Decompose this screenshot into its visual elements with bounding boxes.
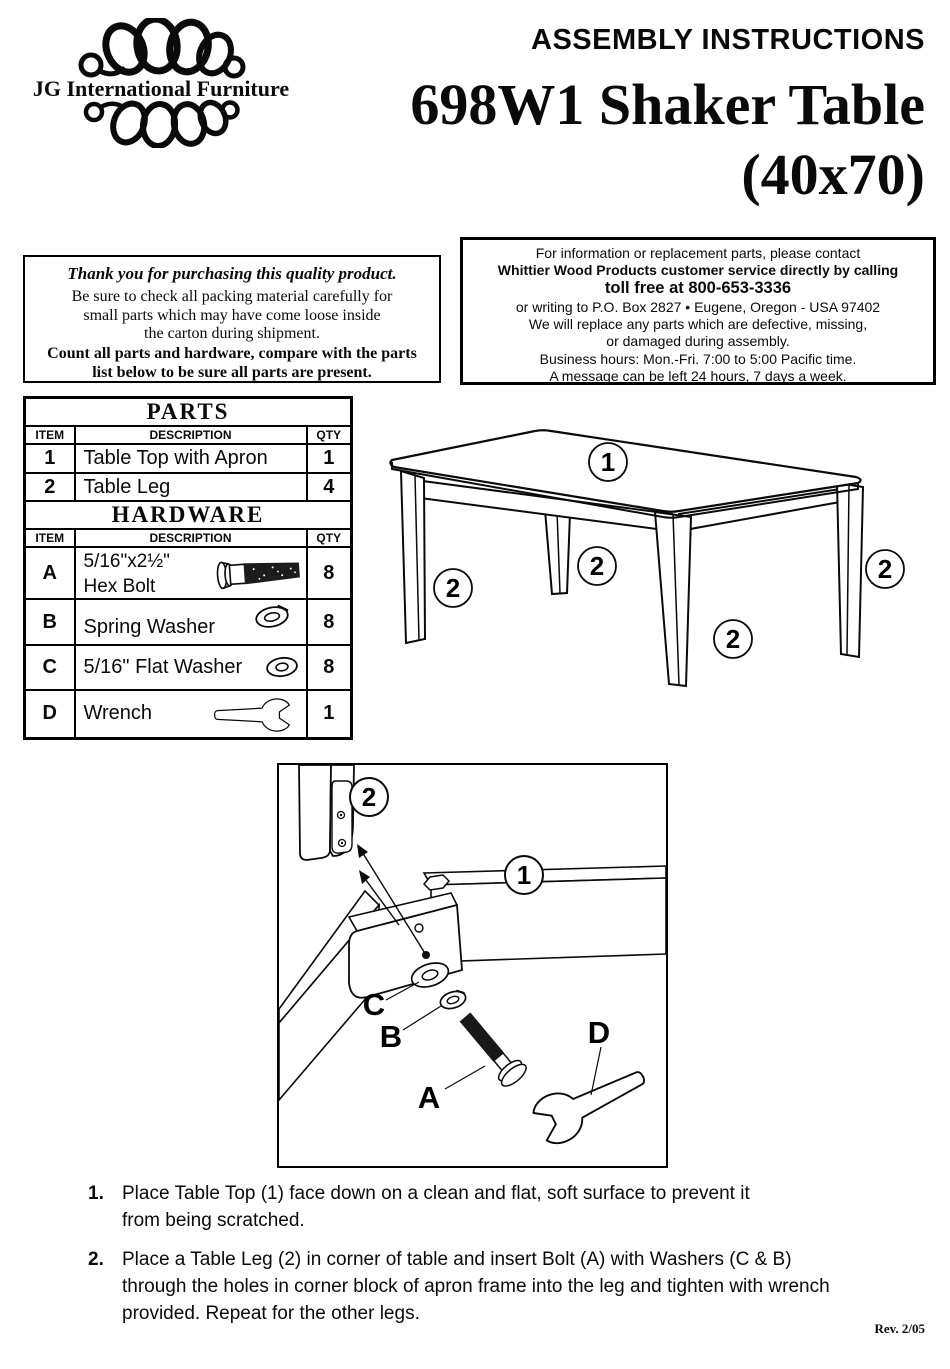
brand-logo xyxy=(15,18,307,148)
product-title: 698W1 Shaker Table xyxy=(410,72,925,137)
col-header-qty: QTY xyxy=(307,426,352,444)
label-spring-washer: B xyxy=(379,1019,403,1054)
instruction-step-2 xyxy=(88,1246,936,1327)
callout-table-leg xyxy=(866,550,904,588)
svg-text:2: 2 xyxy=(361,782,377,812)
svg-text:2: 2 xyxy=(725,624,741,654)
callout-leg xyxy=(350,778,388,816)
thank-you-line: Be sure to check all packing material carefully for xyxy=(71,288,393,305)
instruction-list xyxy=(88,1180,936,1339)
col-header-item: ITEM xyxy=(25,426,75,444)
contact-info-box xyxy=(460,237,936,385)
step-number: 2. xyxy=(88,1249,104,1270)
step-text: through the holes in corner block of apron frame into the leg and tighten with wrench xyxy=(122,1276,830,1297)
svg-text:2: 2 xyxy=(877,554,893,584)
hardware-item: C xyxy=(25,645,75,690)
thank-you-line: list below to be sure all parts are present. xyxy=(92,363,372,381)
hardware-description: 5/16"x2½" xyxy=(83,551,170,572)
table-diagram xyxy=(385,418,945,728)
callout-table-leg xyxy=(714,620,752,658)
thank-you-line: the carton during shipment. xyxy=(144,325,320,342)
step-number: 1. xyxy=(88,1183,104,1204)
contact-line: For information or replacement parts, please contact xyxy=(535,245,861,261)
hardware-qty: 8 xyxy=(307,645,352,690)
hardware-description: Wrench xyxy=(83,702,153,725)
svg-text:2: 2 xyxy=(589,551,605,581)
contact-line: A message can be left 24 hours, 7 days a week. xyxy=(549,367,847,384)
col-header-item: ITEM xyxy=(25,529,75,547)
table-row xyxy=(25,690,352,738)
hardware-description: 5/16" Flat Washer xyxy=(83,656,243,678)
assembly-diagram xyxy=(279,765,666,1166)
contact-phone: toll free at 800-653-3336 xyxy=(604,279,792,298)
callout-apron xyxy=(505,856,543,894)
logo-scroll-bottom-icon xyxy=(81,98,241,148)
table-header-row xyxy=(25,529,352,547)
hardware-item: B xyxy=(25,599,75,645)
step-text: provided. Repeat for the other legs. xyxy=(122,1303,420,1324)
instruction-step-1 xyxy=(88,1180,936,1234)
hardware-item: D xyxy=(25,690,75,738)
step-text: Place a Table Leg (2) in corner of table and insert Bolt (A) with Washers (C & B) xyxy=(122,1249,792,1270)
hardware-qty: 8 xyxy=(307,547,352,599)
step-text: from being scratched. xyxy=(122,1210,305,1231)
table-row xyxy=(25,599,352,645)
part-description: Table Top with Apron xyxy=(75,444,307,473)
step-text: Place Table Top (1) face down on a clean and flat, soft surface to prevent it xyxy=(122,1183,750,1204)
svg-text:1: 1 xyxy=(600,447,616,477)
thank-you-line: small parts which may have come loose inside xyxy=(83,306,381,324)
svg-text:2: 2 xyxy=(445,573,461,603)
contact-line: or damaged during assembly. xyxy=(606,333,790,350)
hardware-item: A xyxy=(25,547,75,599)
table-row xyxy=(25,473,352,501)
callout-table-leg xyxy=(578,547,616,585)
part-item: 2 xyxy=(25,473,75,501)
hex-bolt-icon xyxy=(209,555,304,591)
label-bolt: A xyxy=(417,1080,441,1115)
spring-washer-icon xyxy=(252,602,292,632)
brand-name: JG International Furniture xyxy=(32,76,290,101)
hardware-qty: 8 xyxy=(307,599,352,645)
thank-you-line: Count all parts and hardware, compare with the parts xyxy=(47,344,417,362)
revision-label: Rev. 2/05 xyxy=(874,1321,925,1336)
part-description: Table Leg xyxy=(75,473,307,501)
document-type-title: ASSEMBLY INSTRUCTIONS xyxy=(531,24,925,56)
table-row xyxy=(25,645,352,690)
part-item: 1 xyxy=(25,444,75,473)
contact-line: We will replace any parts which are defective, missing, xyxy=(528,316,868,333)
col-header-description: DESCRIPTION xyxy=(75,529,307,547)
flat-washer-icon xyxy=(264,655,300,679)
thank-you-box xyxy=(23,255,441,383)
table-row xyxy=(25,444,352,473)
parts-hardware-table xyxy=(23,396,353,740)
hardware-table-title: HARDWARE xyxy=(25,501,352,529)
assembly-diagram-box xyxy=(277,763,668,1168)
parts-table-title: PARTS xyxy=(25,398,352,427)
table-row xyxy=(25,547,352,599)
hardware-description: Hex Bolt xyxy=(83,576,156,597)
contact-line: Whittier Wood Products customer service directly by calling xyxy=(497,262,899,279)
hardware-description: Spring Washer xyxy=(83,616,216,638)
wrench-icon xyxy=(210,696,302,734)
col-header-description: DESCRIPTION xyxy=(75,426,307,444)
svg-text:1: 1 xyxy=(516,860,532,890)
col-header-qty: QTY xyxy=(307,529,352,547)
table-header-row xyxy=(25,426,352,444)
part-qty: 4 xyxy=(307,473,352,501)
contact-line: or writing to P.O. Box 2827 • Eugene, Oregon - USA 97402 xyxy=(515,298,881,315)
label-flat-washer: C xyxy=(362,987,386,1022)
callout-table-top xyxy=(589,443,627,481)
product-size: (40x70) xyxy=(741,142,925,207)
logo-scroll-top-icon xyxy=(73,18,249,82)
thank-you-line: Thank you for purchasing this quality product. xyxy=(67,264,397,283)
callout-table-leg xyxy=(434,569,472,607)
hardware-qty: 1 xyxy=(307,690,352,738)
part-qty: 1 xyxy=(307,444,352,473)
contact-line: Business hours: Mon.-Fri. 7:00 to 5:00 Pacific time. xyxy=(539,350,857,367)
label-wrench: D xyxy=(587,1015,611,1050)
